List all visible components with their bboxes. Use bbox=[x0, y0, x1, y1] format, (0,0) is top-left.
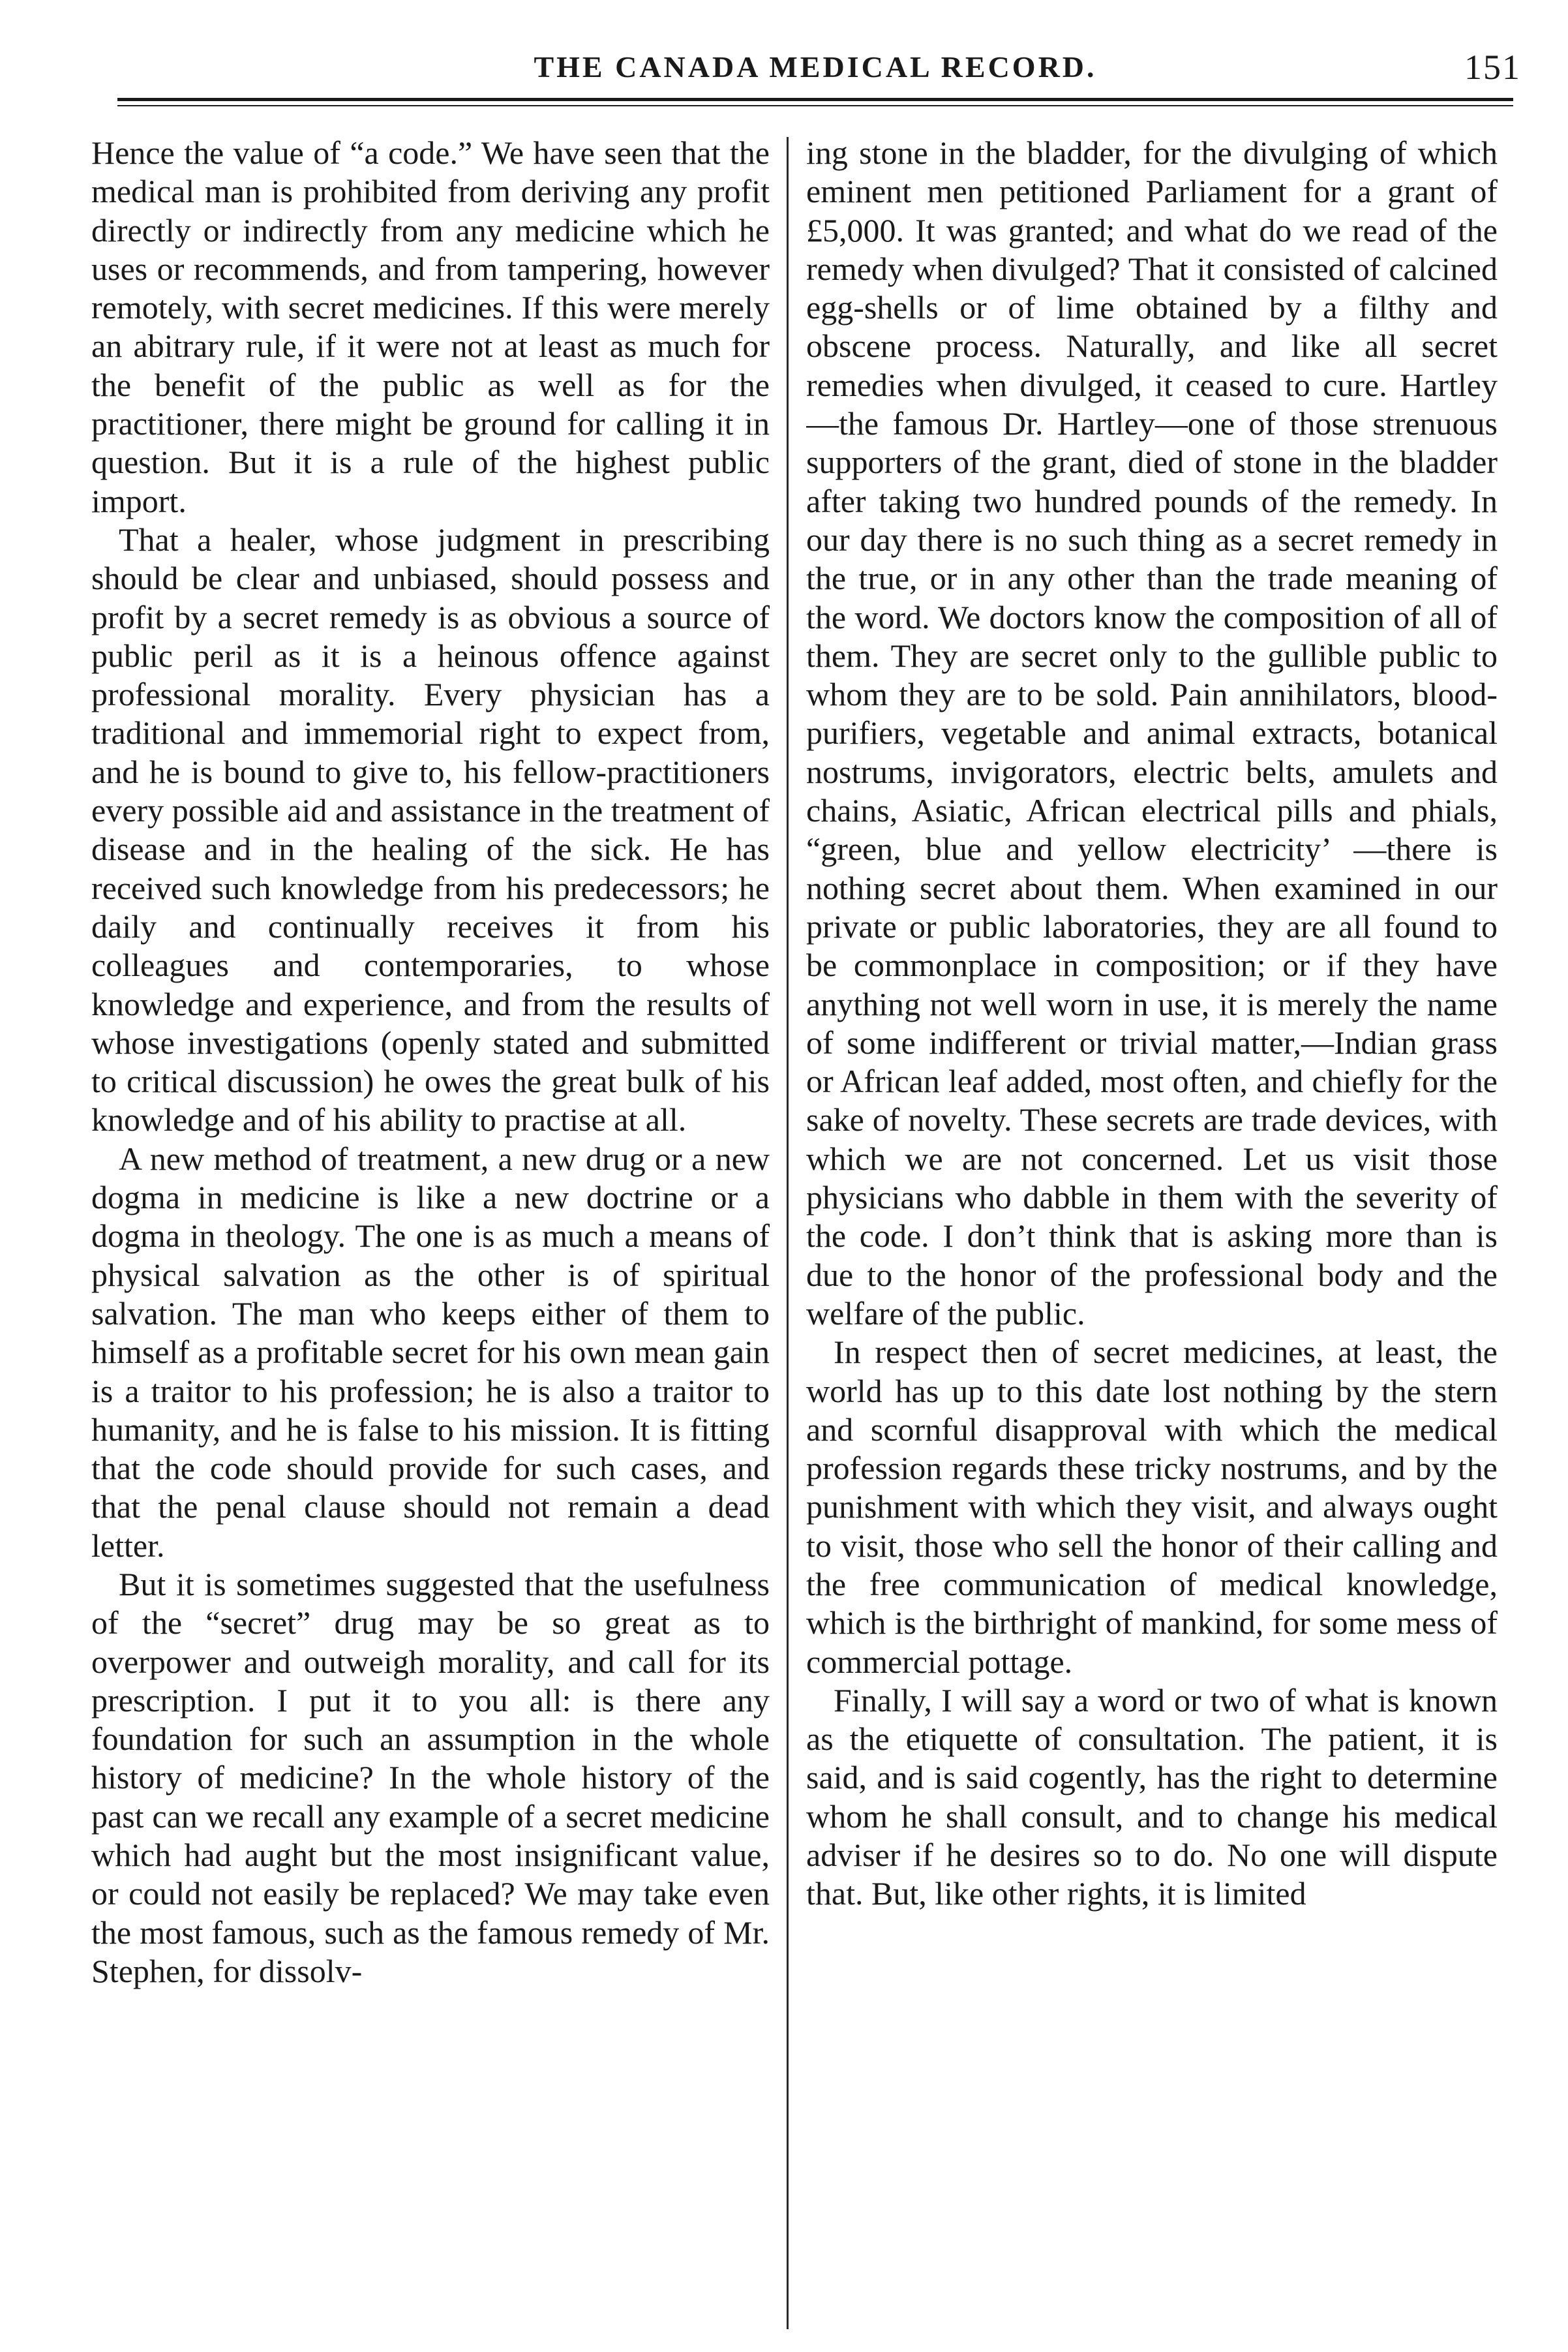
paragraph: In respect then of secret medicines, at least, the world has up to this date lost nothing by the stern and scornful disapproval with which the medical profession regards these tricky nostrums, and by the punishment with which they visit, and always ought to visit, those who sell the honor of their calling and the free communication of medical knowledge, which is the birthright of mankind, for some mess of commercial pottage. bbox=[806, 1334, 1498, 1680]
paragraph: A new method of treatment, a new drug or a new dogma in medicine is like a new doctrine or a dogma in theology. The one is as much a means of physical salvation as the other is of spiritual salvation. The man who keeps either of them to himself as a profitable secret for his own mean gain is a traitor to his profession; he is also a traitor to humanity, and he is false to his mission. It is fitting that the code should provide for such cases, and that the penal clause should not remain a dead letter. bbox=[91, 1140, 770, 1564]
paragraph: But it is sometimes suggested that the usefulness of the “secret” drug may be so great as to overpower and outweigh morality, and call for its prescription. I put it to you all: is there any foundation for such an assumption in the whole history of medicine? In the whole history of the past can we recall any example of a secret medicine which had aught but the most insignificant value, or could not easily be replaced? We may take even the most famous, such as the famous remedy of Mr. Stephen, for dissolv- bbox=[91, 1565, 770, 1989]
paragraph: Hence the value of “a code.” We have seen that the medical man is prohibited from deriving any profit directly or indirectly from any medicine which he uses or recommends, and from tampering, however remotely, with secret medicines. If this were merely an abitrary rule, if it were not at least as much for the benefit of the public as well as for the practitioner, there might be ground for calling it in question. But it is a rule of the highest public import. bbox=[91, 134, 770, 519]
paragraph: Finally, I will say a word or two of what is known as the etiquette of consultation. The patient, it is said, and is said cogently, has the right to determine whom he shall consult, and to change his medical adviser if he desires so to do. No one will dispute that. But, like other rights, it is limited bbox=[806, 1681, 1498, 1912]
running-head bbox=[104, 44, 1526, 90]
header-rule-thin bbox=[117, 105, 1513, 106]
journal-title: THE CANADA MEDICAL RECORD. bbox=[534, 50, 1097, 84]
left-column bbox=[91, 134, 770, 2339]
paragraph: ing stone in the bladder, for the divulging of which eminent men petitioned Parliament for a grant of £5,000. It was granted; and what do we read of the remedy when divulged? That it consisted of calcined egg-shells or of lime obtained by a filthy and obscene process. Naturally, and like all secret remedies when divulged, it ceased to cure. Hartley—the famous Dr. Hartley—one of those strenuous supporters of the grant, died of stone in the bladder after taking two hundred pounds of the remedy. In our day there is no such thing as a secret remedy in the true, or in any other than the trade meaning of the word. We doctors know the composition of all of them. They are secret only to the gullible public to whom they are to be sold. Pain annihilators, blood-purifiers, vegetable and animal extracts, botanical nostrums, invigorators, electric belts, amulets and chains, Asiatic, African electrical pills and phials, “green, blue and yellow electricity’ —there is nothing secret about them. When examined in our private or public laboratories, they are all found to be commonplace in composition; or if they have anything not well worn in use, it is merely the name of some indifferent or trivial matter,—Indian grass or African leaf added, most often, and chiefly for the sake of novelty. These secrets are trade devices, with which we are not concerned. Let us visit those physicians who dabble in them with the severity of the code. I don’t think that is asking more than is due to the honor of the professional body and the welfare of the public. bbox=[806, 134, 1498, 1332]
page-number: 151 bbox=[1464, 48, 1521, 87]
header-rule bbox=[117, 98, 1513, 101]
column-divider bbox=[787, 137, 789, 2329]
right-column bbox=[806, 134, 1498, 2339]
paragraph: That a healer, whose judgment in prescribing should be clear and unbiased, should possess and profit by a secret remedy is as obvious a source of public peril as it is a heinous offence against professional morality. Every physician has a traditional and immemorial right to expect from, and he is bound to give to, his fellow-practitioners every possible aid and assistance in the treatment of disease and in the healing of the sick. He has received such knowledge from his predecessors; he daily and continually receives it from his colleagues and contemporaries, to whose knowledge and experience, and from the results of whose investigations (openly stated and submitted to critical discussion) he owes the great bulk of his knowledge and of his ability to practise at all. bbox=[91, 521, 770, 1138]
